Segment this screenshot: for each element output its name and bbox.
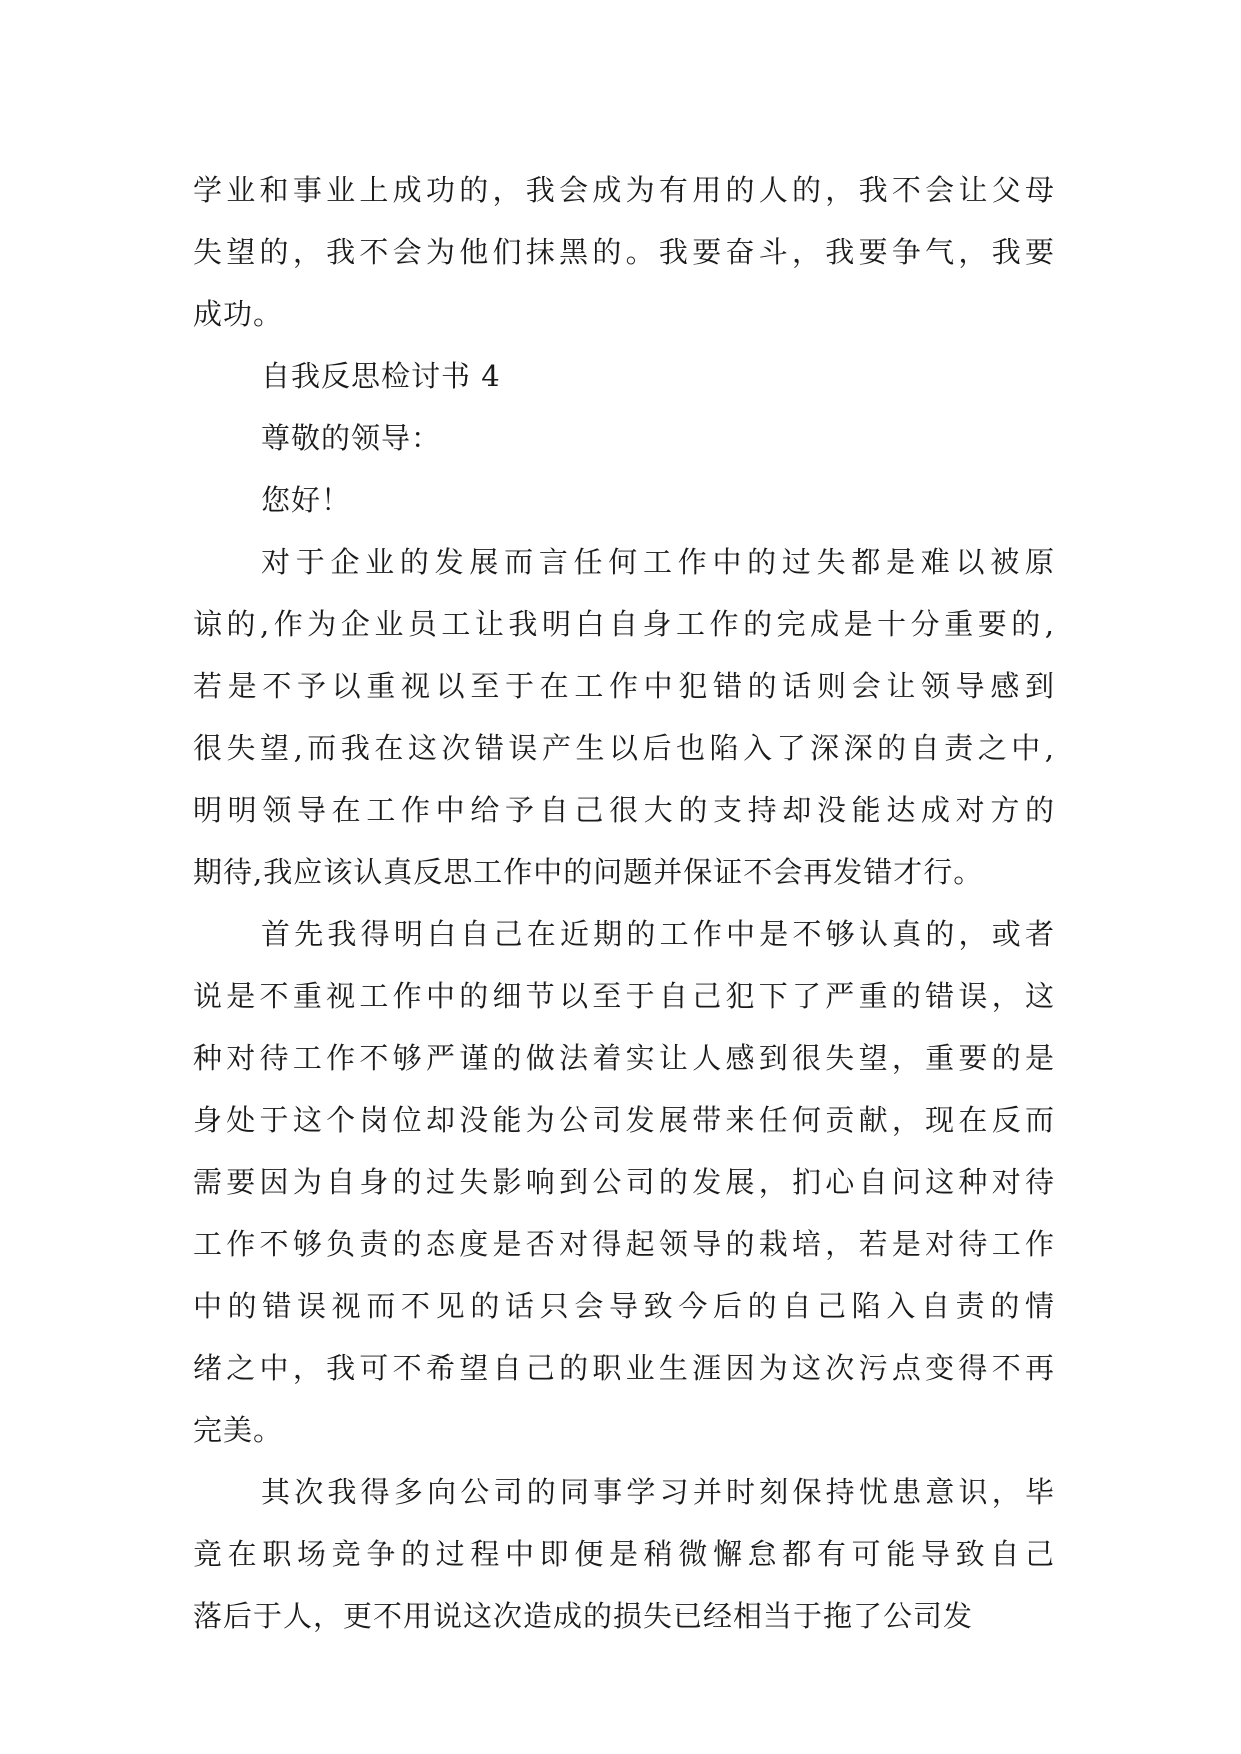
text-line: 完美。 [193, 1413, 284, 1447]
text-line: 中的错误视而不见的话只会导致今后的自己陷入自责的情 [193, 1289, 1055, 1323]
text-line: 首先我得明白自己在近期的工作中是不够认真的，或者 [261, 917, 1055, 951]
paragraph [193, 1461, 1055, 1647]
text-line: 成功。 [193, 297, 284, 331]
paragraph [193, 903, 1055, 1461]
text-line: 其次我得多向公司的同事学习并时刻保持忧患意识，毕 [261, 1475, 1055, 1509]
text-line: 失望的，我不会为他们抹黑的。我要奋斗，我要争气，我要 [193, 235, 1055, 269]
text-line: 竟在职场竞争的过程中即便是稍微懈怠都有可能导致自己 [193, 1537, 1055, 1571]
paragraph [193, 345, 1055, 407]
paragraph [193, 469, 1055, 531]
text-line: 您好！ [261, 483, 352, 517]
paragraph [193, 159, 1055, 345]
text-line: 工作不够负责的态度是否对得起领导的栽培，若是对待工作 [193, 1227, 1055, 1261]
text-line: 身处于这个岗位却没能为公司发展带来任何贡献，现在反而 [193, 1103, 1055, 1137]
document-page [193, 159, 1055, 1647]
text-line: 落后于人，更不用说这次造成的损失已经相当于拖了公司发 [193, 1599, 974, 1633]
text-line: 明明领导在工作中给予自己很大的支持却没能达成对方的 [193, 793, 1055, 827]
text-line: 尊敬的领导： [261, 421, 442, 455]
text-line: 种对待工作不够严谨的做法着实让人感到很失望，重要的是 [193, 1041, 1055, 1075]
paragraph [193, 531, 1055, 903]
text-line: 很失望,而我在这次错误产生以后也陷入了深深的自责之中, [193, 731, 1055, 765]
text-line: 需要因为自身的过失影响到公司的发展，扪心自问这种对待 [193, 1165, 1055, 1199]
text-line: 学业和事业上成功的，我会成为有用的人的，我不会让父母 [193, 173, 1055, 207]
text-line: 说是不重视工作中的细节以至于自己犯下了严重的错误，这 [193, 979, 1055, 1013]
paragraph [193, 407, 1055, 469]
text-line: 对于企业的发展而言任何工作中的过失都是难以被原 [261, 545, 1055, 579]
text-line: 自我反思检讨书 4 [261, 359, 501, 393]
text-line: 绪之中，我可不希望自己的职业生涯因为这次污点变得不再 [193, 1351, 1055, 1385]
text-line: 期待,我应该认真反思工作中的问题并保证不会再发错才行。 [193, 855, 984, 889]
text-line: 若是不予以重视以至于在工作中犯错的话则会让领导感到 [193, 669, 1055, 703]
text-line: 谅的,作为企业员工让我明白自身工作的完成是十分重要的, [193, 607, 1055, 641]
